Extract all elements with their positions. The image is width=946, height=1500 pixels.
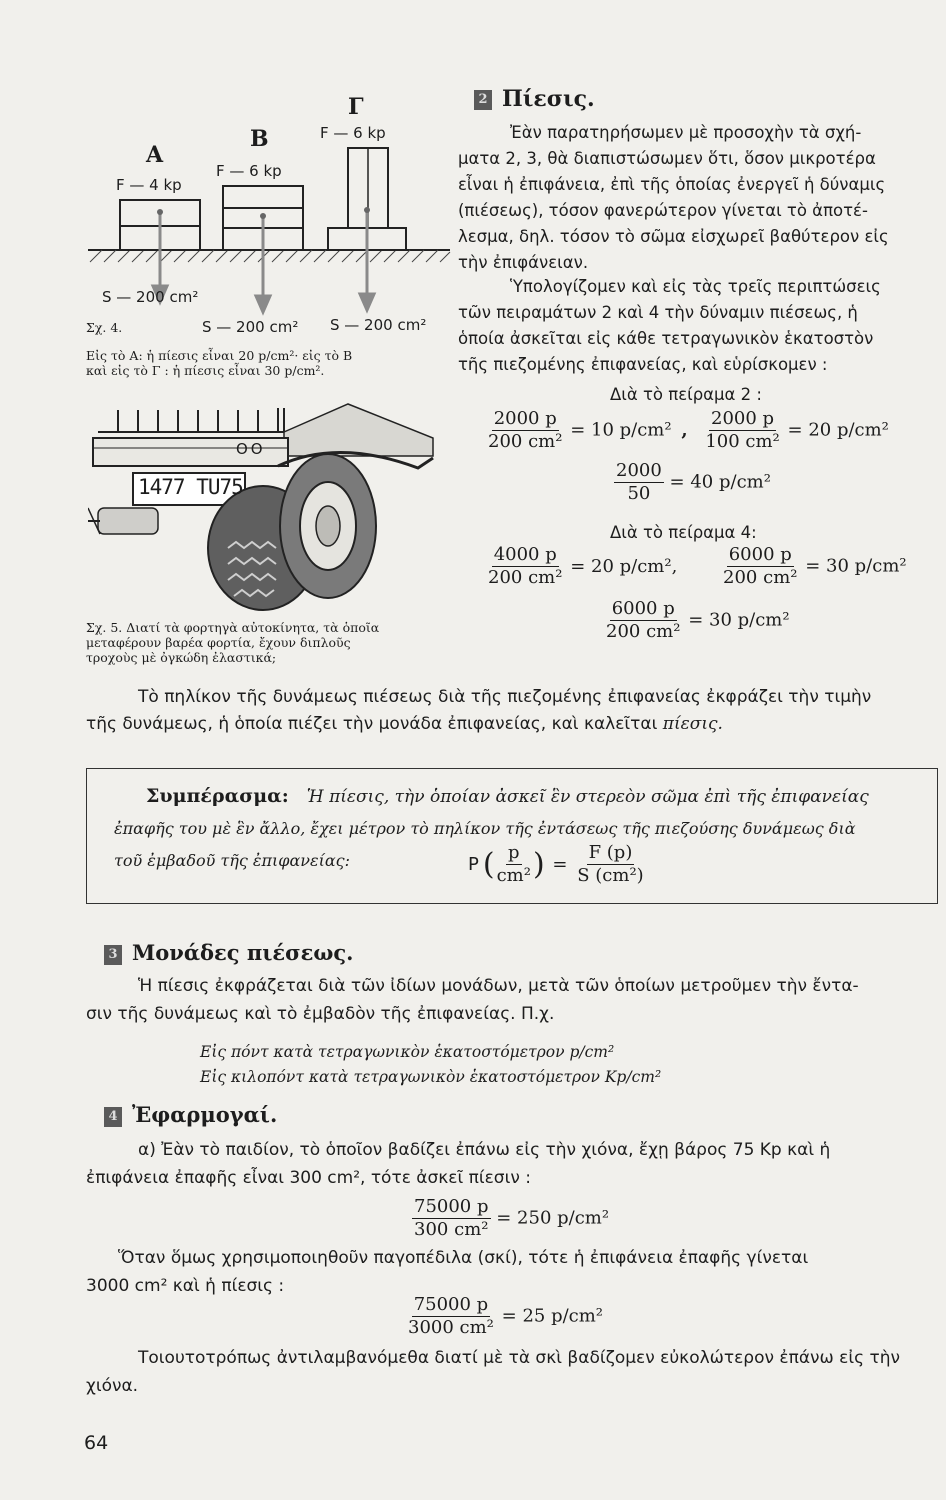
fraction-separator: , [681,419,688,441]
text-line: 3000 cm² καὶ ἡ πίεσις : [86,1276,285,1296]
section-2-title: Πίεσις. [502,86,595,112]
fraction-2-result: = 20 p/cm² [787,419,889,441]
section-3-heading [104,940,354,965]
example-line: Εἰς κιλοπόντ κατὰ τετραγωνικὸν ἑκατοστόμετρον Kp/cm² [200,1068,662,1086]
conclusion-line-2: ἐπαφῆς του μὲ ἓν ἄλλο, ἔχει μέτρον τὸ πηλίκον τῆς ἐντάσεως τῆς πιεζούσης δυνάμεως διὰ [114,819,856,838]
text-line: Ἐὰν παρατηρήσωμεν μὲ προσοχὴν τὰ σχή- [510,123,862,142]
figure-5-caption-line-3: τροχοὺς μὲ ὀγκώδη ἐλαστικά; [86,650,277,665]
license-plate: 1477 TU75 [138,475,243,499]
fraction-6: $\frac{6000 p}{\text{200 cm²}}$ [606,598,681,642]
text-line: τὴν ἐπιφάνειαν. [458,253,589,272]
text-line: τῆς πιεζομένης ἐπιφανείας, καὶ εὑρίσκομεν : [458,355,828,374]
pressure-formula: P ( $\frac{p}{\text{cm²}}$ ) = $\frac{F (p)}{\text{S (cm²)}}$ [468,842,644,886]
section-2-number: 2 [474,90,492,110]
section-2-heading [474,86,595,112]
figure-4-caption-line-1: Εἰς τὸ Α: ἡ πίεσις εἶναι 20 p/cm²· εἰς τὸ Β [86,348,353,363]
text-line: Ὅταν ὅμως χρησιμοποιηθοῦν παγοπέδιλα (σκί), τότε ἡ ἐπιφάνεια ἐπαφῆς γίνεται [118,1248,809,1268]
text-line: Ἡ πίεσις ἐκφράζεται διὰ τῶν ἰδίων μονάδων, μετὰ τῶν ὁποίων μετροῦμεν τὴν ἔντα- [138,976,859,996]
example-line: Εἰς πόντ κατὰ τετραγωνικὸν ἑκατοστόμετρον p/cm² [200,1043,615,1061]
text-line: εἶναι ἡ ἐπιφάνεια, ἐπὶ τῆς ὁποίας ἐνεργεῖ ἡ δύναμις [458,175,886,194]
rear-lamp: OO [236,440,266,458]
label-b: B [250,126,269,152]
conclusion-line-1: Ἡ πίεσις, τὴν ὁποίαν ἀσκεῖ ἓν στερεὸν σῶμα ἐπὶ τῆς ἐπιφανείας [306,787,869,807]
formula-equals: = [552,853,568,875]
section-4-paragraph-1 [86,1136,830,1192]
figure-4 [80,90,460,390]
area-label-c: S — 200 cm² [330,316,427,334]
fraction-5-result: = 30 p/cm² [805,555,907,577]
force-label-a: F — 4 kp [116,176,182,194]
force-label-c: F — 6 kp [320,124,386,142]
section-4-paragraph-3 [86,1344,900,1400]
term-pressure: πίεσις. [662,714,723,734]
section-3-paragraph [86,972,859,1028]
experiment-2-label: Διὰ τὸ πείραμα 2 : [610,385,762,404]
text-line: (πιέσεως), τόσον φανερώτερον γίνεται τὸ ἀποτέ- [458,201,868,220]
fraction-5: $\frac{6000 p}{\text{200 cm²}}$ [723,544,798,588]
area-label-a: S — 200 cm² [102,288,199,306]
experiment-4-label: Διὰ τὸ πείραμα 4: [610,523,757,542]
text-line: λεσμα, δηλ. τόσον τὸ σῶμα εἰσχωρεῖ βαθύτερον εἰς [458,227,889,246]
section-2-paragraph-3 [86,684,871,738]
area-label-b: S — 200 cm² [202,318,299,336]
section-2-paragraph-2 [458,274,881,378]
fraction-6-result: = 30 p/cm² [688,609,790,631]
section-3-title: Μονάδες πιέσεως. [132,940,354,965]
text-line: ἐπιφάνεια ἐπαφῆς εἶναι 300 cm², τότε ἀσκεῖ πίεσιν : [86,1168,531,1188]
conclusion-label: Συμπέρασμα: [146,785,289,807]
conclusion-line-3: τοῦ ἐμβαδοῦ τῆς ἐπιφανείας: [114,851,351,870]
fraction-3: $\frac{2000}{50}$ [616,460,662,504]
section-4-number: 4 [104,1107,122,1127]
fraction-snow-2-result: = 25 p/cm² [501,1305,604,1327]
figure-4-caption-line-2: καὶ εἰς τὸ Γ : ἡ πίεσις εἶναι 30 p/cm². [86,363,325,378]
formula-fraction: $\frac{F (p)}{\text{S (cm²)}}$ [577,842,644,886]
text-line: α) Ἐὰν τὸ παιδίον, τὸ ὁποῖον βαδίζει ἐπάνω εἰς τὴν χιόνα, ἔχῃ βάρος 75 Kp καὶ ἡ [138,1140,831,1160]
truck-illustration [88,398,448,613]
text-line: Ὑπολογίζομεν καὶ εἰς τὰς τρεῖς περιπτώσεις [510,277,881,296]
figure-5-caption-line-1: Σχ. 5. Διατί τὰ φορτηγὰ αὐτοκίνητα, τὰ ὁποῖα [86,620,380,635]
equation-row-1 [486,408,889,453]
formula-unit: $\frac{p}{\text{cm²}}$ [496,842,531,886]
figure-5-caption-line-2: μεταφέρουν βαρέα φορτία, ἔχουν διπλοῦς [86,635,351,650]
label-gamma: Γ [348,94,364,120]
equation-row-2 [614,460,771,505]
equation-snow-1 [412,1196,609,1241]
section-2-paragraph-1 [458,120,889,276]
section-3-number: 3 [104,945,122,965]
equation-snow-2 [406,1294,603,1339]
fraction-4: $\frac{4000 p}{\text{200 cm²}}$ [488,544,563,588]
page-number: 64 [84,1432,109,1454]
section-3-examples [200,1040,661,1090]
fraction-1-result: = 10 p/cm² [570,419,672,441]
figure-4-caption-label: Σχ. 4. [86,320,123,335]
label-a: A [146,142,164,168]
text-line: ματα 2, 3, θὰ διαπιστώσωμεν ὅτι, ὅσον μικροτέρα [458,149,876,168]
text-line: τῶν πειραμάτων 2 καὶ 4 τὴν δύναμιν πιέσεως, ἡ [458,303,858,322]
text-line: Τοιουτοτρόπως ἀντιλαμβανόμεθα διατί μὲ τὰ σκὶ βαδίζομεν εὐκολώτερον ἐπάνω εἰς τὴν [138,1348,900,1368]
section-4-title: Ἐφαρμογαί. [132,1102,278,1127]
figure-5 [88,398,448,673]
text-line: τῆς δυνάμεως, ἡ ὁποία πιέζει τὴν μονάδα ἐπιφανείας, καὶ καλεῖται πίεσις. [86,714,723,734]
fraction-snow-1: $\frac{75000 p}{\text{300 cm²}}$ [414,1196,489,1240]
section-4-paragraph-2 [86,1244,808,1300]
text-line: χιόνα. [86,1376,139,1396]
fraction-snow-2: $\frac{75000 p}{\text{3000 cm²}}$ [408,1294,494,1338]
fraction-4-result: = 20 p/cm², [570,555,678,577]
equation-row-3 [486,544,907,589]
fraction-3-result: = 40 p/cm² [669,471,771,493]
section-4-heading [104,1102,277,1127]
fraction-snow-1-result: = 250 p/cm² [496,1207,610,1229]
formula-p: P [468,853,479,875]
fraction-1: $\frac{2000 p}{\text{200 cm²}}$ [488,408,563,452]
text-line: σιν τῆς δυνάμεως καὶ τὸ ἐμβαδὸν τῆς ἐπιφανείας. Π.χ. [86,1004,555,1024]
text-line: ὁποία ἀσκεῖται εἰς κάθε τετραγωνικὸν ἑκατοστὸν [458,329,874,348]
force-label-b: F — 6 kp [216,162,282,180]
equation-row-4 [604,598,790,643]
fraction-2: $\frac{2000 p}{\text{100 cm²}}$ [705,408,780,452]
text-line: Τὸ πηλίκον τῆς δυνάμεως πιέσεως διὰ τῆς πιεζομένης ἐπιφανείας ἐκφράζει τὴν τιμὴν [138,687,872,707]
